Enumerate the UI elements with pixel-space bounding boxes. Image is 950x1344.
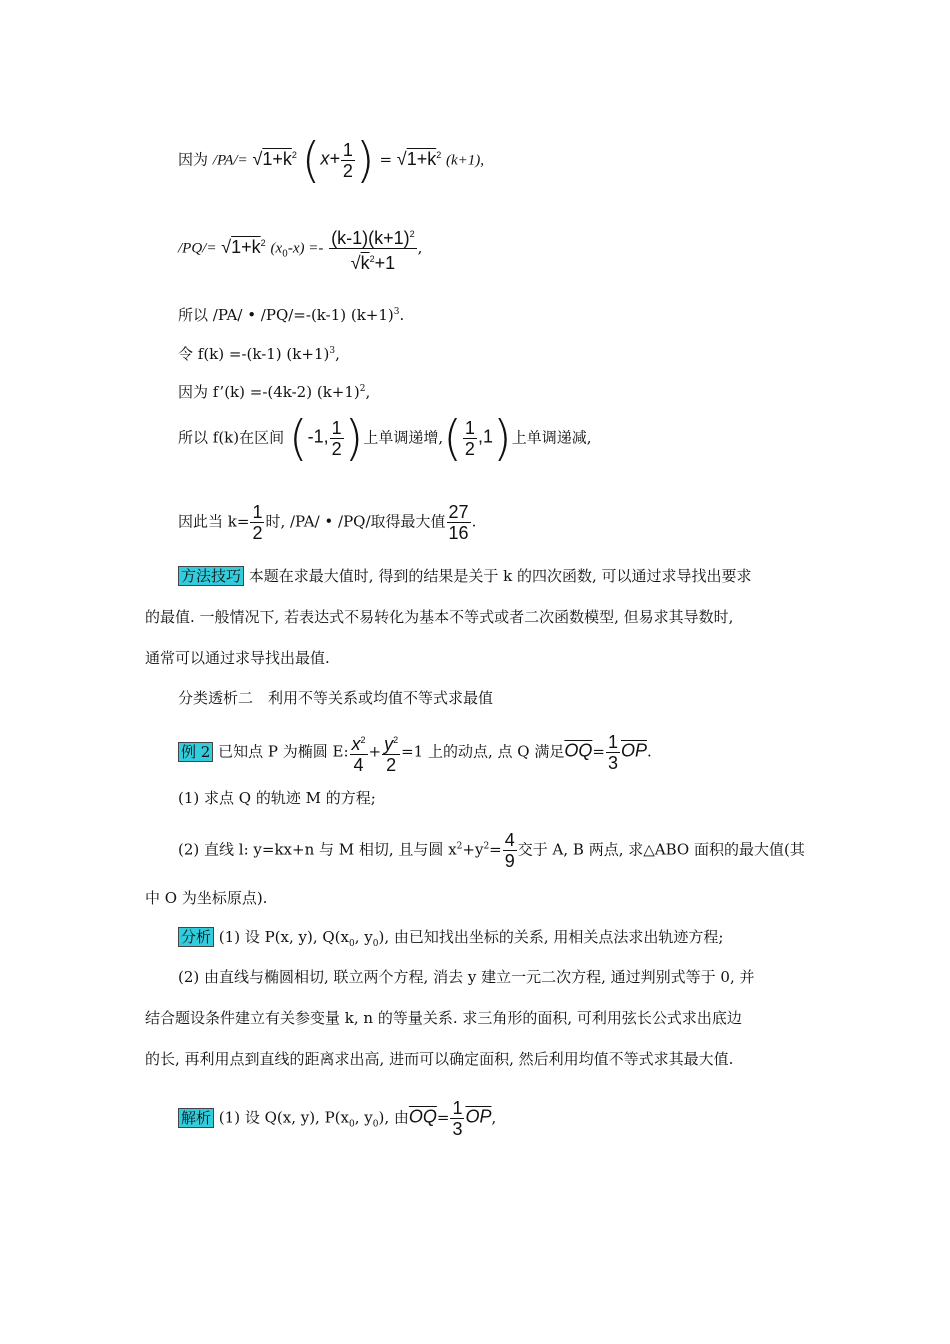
num: 1 (452, 1098, 463, 1118)
paren: ) (492, 410, 512, 467)
text: , y (354, 1108, 373, 1127)
fraction (329, 224, 417, 273)
text: 本题在求最大值时, 得到的结果是关于 k 的四次函数, 可以通过求导找出要求 (248, 567, 752, 585)
paren: ( (288, 410, 308, 467)
example-tag: 例 2 (178, 742, 213, 762)
num: 1 (607, 732, 618, 752)
den: 2 (342, 161, 353, 181)
num (329, 224, 417, 249)
num: 27 (448, 502, 469, 522)
den: 2 (331, 439, 342, 459)
paren: ) (355, 132, 375, 189)
num: 4 (504, 830, 515, 850)
exp: 2 (436, 149, 442, 160)
text: +y (462, 840, 484, 859)
sub: 0 (349, 939, 355, 949)
radicand: 1+k (262, 148, 292, 169)
exp: 2 (409, 229, 415, 239)
text: ,1 (477, 426, 493, 447)
num: 1 (252, 502, 263, 522)
var: x (351, 734, 361, 754)
analysis-4 (145, 1048, 733, 1070)
solution-tag: 解析 (178, 1108, 214, 1128)
exp: 3 (329, 346, 336, 356)
radical: $√1+k^2$ (221, 236, 266, 257)
text: 分类透析二 利用不等关系或均值不等式求最值 (178, 689, 494, 707)
fraction (463, 418, 477, 459)
sub: 0 (372, 1119, 379, 1130)
text: -1, (307, 426, 329, 447)
line-monotonic (178, 410, 592, 467)
text: 因为 f’(k) =-(4k-2) (k+1) (178, 383, 360, 401)
radicand: 1+k (406, 148, 437, 169)
var: y (384, 734, 394, 754)
exp: 2 (456, 841, 463, 852)
fraction (382, 730, 400, 775)
den: 3 (452, 1119, 463, 1139)
fraction (503, 830, 517, 871)
paren: ( (301, 132, 321, 189)
den: 2 (386, 755, 397, 775)
vector: $\overline{OQ}$ (408, 1106, 437, 1127)
fraction (341, 140, 355, 181)
exp: 2 (359, 384, 366, 394)
vector: $\overline{OQ}$ (564, 740, 593, 761)
den: 9 (504, 851, 515, 871)
line-product: 所以 /PA/ • /PQ/=-(k-1) $(k+1)^3$. (178, 306, 405, 324)
num: 1 (464, 418, 475, 438)
fraction (450, 1098, 464, 1139)
text: 结合题设条件建立有关参变量 k, n 的等量关系. 求三角形的面积, 可利用弦长公式求出底边 (145, 1009, 742, 1027)
fraction (447, 502, 471, 543)
exp: 2 (393, 735, 399, 745)
line-pa (178, 132, 485, 189)
example-2: 例 2 已知点 P 为椭圆 E: $\frac{x^2}{4}$ + $\frac{y^2}{2}$ =1 上的动点, 点 Q 满足$\overline{OQ}=$ $\frac{1}{3}$ $\overline{OP}$. (178, 730, 652, 775)
line-conclusion: 因此当 k= $\frac{1}{2}$ 时, /PA/ • /PQ/取得最大值 $\frac{27}{16}$ . (178, 502, 477, 543)
text: 因此当 k= (178, 512, 250, 531)
radicand: 1+k (231, 236, 261, 257)
text: 令 f(k) =-(k-1) (k+1) (178, 345, 330, 363)
text: 上单调递减, (511, 428, 592, 447)
question-1 (178, 787, 376, 809)
den: 2 (464, 439, 475, 459)
text: (2) 由直线与椭圆相切, 联立两个方程, 消去 y 建立一元二次方程, 通过判别式等于 0, 并 (178, 968, 755, 986)
text: (1) 求点 Q 的轨迹 M 的方程; (178, 789, 376, 807)
text: 交于 A, B 两点, 求△ABO 面积的最大值(其 (517, 840, 805, 859)
text: 因为 (178, 150, 209, 169)
sub: 0 (349, 1119, 355, 1130)
text: /PQ/= (178, 240, 217, 257)
text: 的最值. 一般情况下, 若表达式不易转化为基本不等式或者二次函数模型, 但易求其导数时, (145, 608, 734, 626)
text: (x (270, 240, 283, 257)
question-2-cont (145, 887, 267, 909)
fraction (350, 730, 368, 775)
text: /PA/= (212, 152, 248, 169)
fraction (330, 418, 344, 459)
question-2: (2) 直线 l: y=kx+n 与 M 相切, 且与圆 $x^2+y^2=$ $\frac{4}{9}$ 交于 A, B 两点, 求△ABO 面积的最大值(其 (178, 830, 805, 871)
text: 所以 /PA/ • /PQ/=-(k-1) (k+1) (178, 306, 394, 324)
text: 中 O 为坐标原点). (145, 889, 268, 907)
text: 所以 f(k)在区间 (178, 428, 285, 447)
radical: $√1+k^2$ (252, 148, 297, 169)
paren: ) (344, 410, 364, 467)
text: 已知点 P 为椭圆 E: (218, 742, 349, 761)
text: 上单调递增, (363, 428, 444, 447)
exp: 2 (483, 841, 490, 852)
analysis-tag: 分析 (178, 927, 214, 947)
den: 3 (607, 753, 618, 773)
text: -x) =- (287, 240, 324, 257)
section-heading (178, 687, 493, 709)
analysis-1 (178, 926, 723, 955)
tip-line-1 (178, 565, 752, 587)
num (382, 730, 400, 755)
den: 4 (353, 755, 364, 775)
fraction (250, 502, 264, 543)
text: (1) 设 Q(x, y), P(x (218, 1108, 349, 1127)
exp: 2 (291, 149, 297, 160)
text: ), 由 (378, 1108, 409, 1127)
tip-line-2 (145, 606, 733, 628)
text: ), 由已知找出坐标的关系, 用相关点法求出轨迹方程; (378, 928, 724, 946)
vector: $\overline{OP}$ (465, 1106, 492, 1127)
num: 1 (331, 418, 342, 438)
line-pq: $/PQ/= √1+k^2$ $(x_0-x)$ =- $\frac{(k-1)(k+1)^2}{√k^2+1}$ , (178, 224, 422, 273)
method-tip-tag: 方法技巧 (178, 566, 244, 586)
text: 通常可以通过求导找出最值. (145, 649, 330, 667)
den: 16 (448, 523, 469, 543)
exp: 2 (360, 735, 366, 745)
equals: = (379, 150, 393, 169)
exp: 3 (393, 307, 400, 317)
den: 2 (252, 523, 263, 543)
text: (k+1), (446, 152, 485, 169)
vector: $\overline{OP}$ (620, 740, 647, 761)
text: =1 上的动点, 点 Q 满足 (401, 742, 565, 761)
den-text: k (360, 253, 370, 273)
line-derivative: 因为 f’(k) =-(4k-2) $(k+1)^2$, (178, 383, 371, 401)
den-text: +1 (374, 253, 396, 273)
text: (1) 设 P(x, y), Q(x (218, 928, 349, 946)
radical: $√1+k^2$ (396, 148, 442, 169)
line-define-f: 令 f(k) =-(k-1) $(k+1)^3$, (178, 345, 340, 363)
num-text: (k-1)(k+1) (331, 228, 410, 248)
analysis-2 (178, 966, 755, 988)
num: 1 (342, 140, 353, 160)
tip-line-3 (145, 647, 330, 669)
text: (2) 直线 l: y=kx+n 与 M 相切, 且与圆 x (178, 840, 457, 859)
den: $√k^2+1$ (350, 253, 396, 273)
paren: ( (443, 410, 462, 467)
text: 时, /PA/ • /PQ/取得最大值 (265, 512, 446, 531)
text: , y (354, 928, 373, 946)
exp: 2 (260, 237, 266, 248)
sub: 0 (282, 249, 288, 260)
fraction (606, 732, 620, 773)
solution-1: 解析 (1) 设 Q(x, y), $P(x_0$, $y_0$), 由$\overline{OQ}=$ $\frac{1}{3}$ $\overline{OP}$, (178, 1098, 496, 1139)
exp: 2 (369, 254, 375, 264)
analysis-3 (145, 1007, 742, 1029)
num (350, 730, 368, 755)
text: 的长, 再利用点到直线的距离求出高, 进而可以确定面积, 然后利用均值不等式求其最大值. (145, 1050, 734, 1068)
text: x+ (320, 148, 340, 169)
sub: 0 (372, 939, 379, 949)
